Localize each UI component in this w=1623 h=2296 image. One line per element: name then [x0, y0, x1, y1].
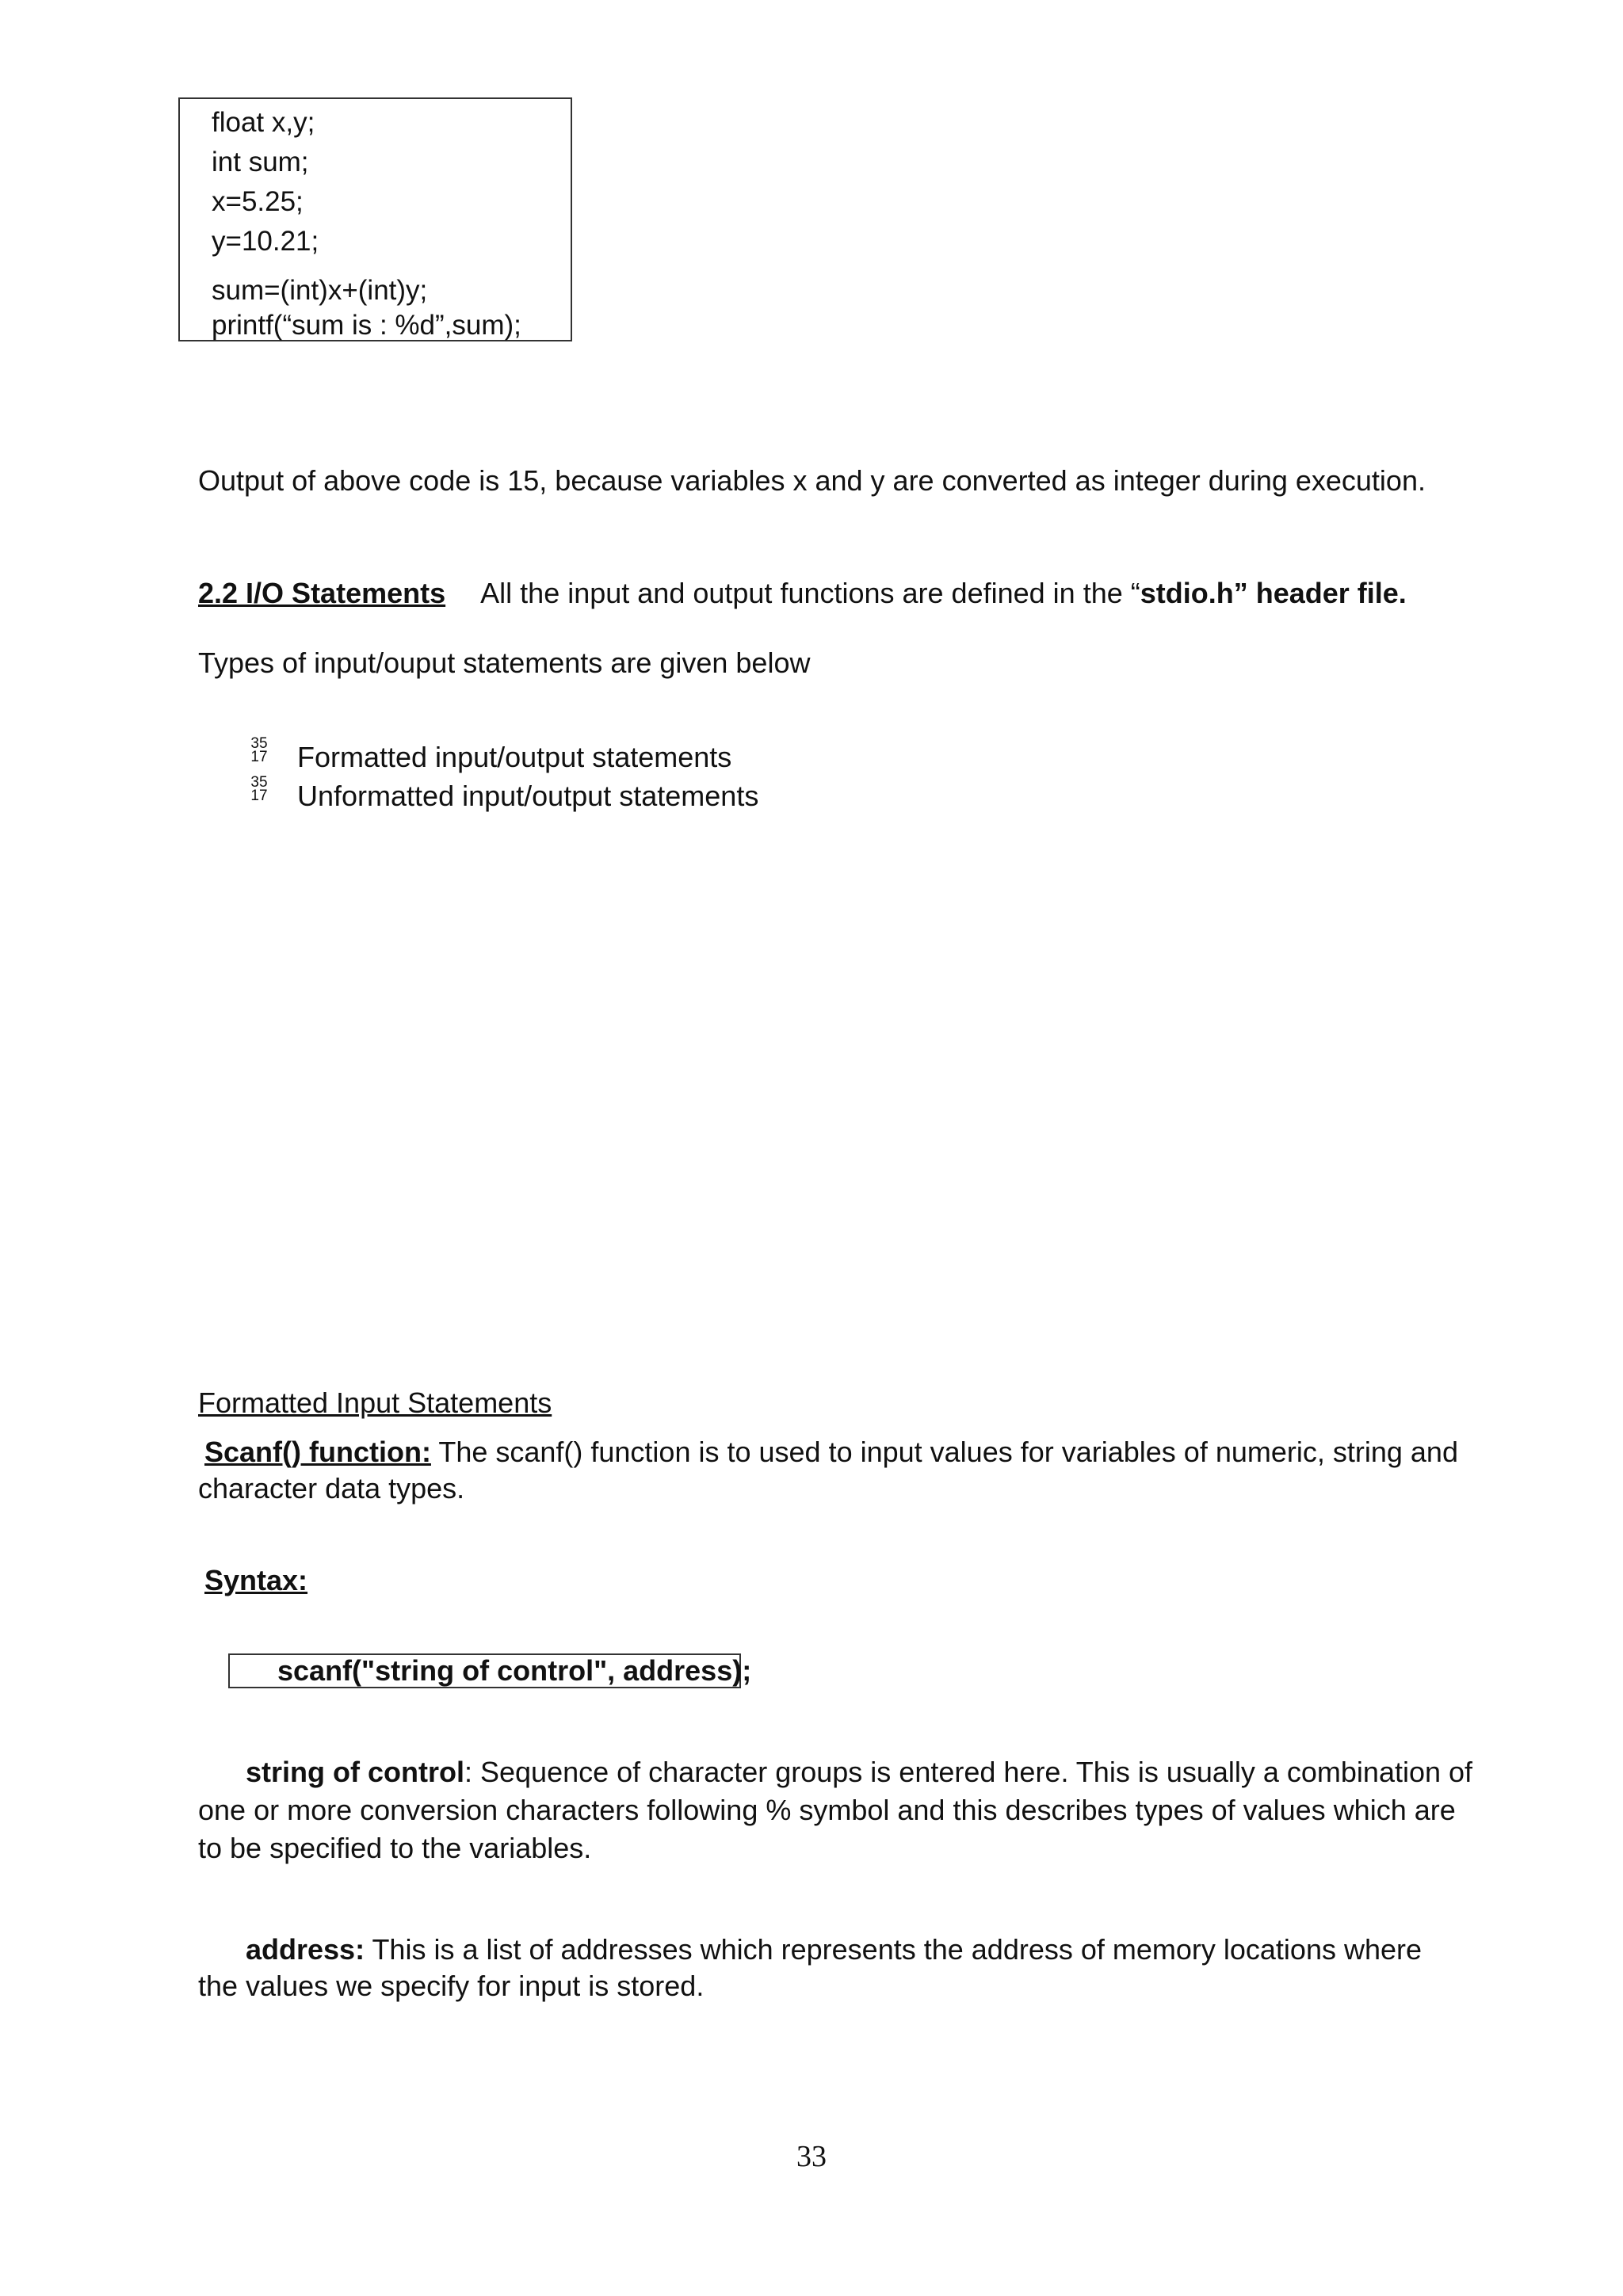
code-line: int sum; — [212, 147, 309, 177]
address-line2: the values we specify for input is stored. — [198, 1970, 705, 2002]
section-line — [198, 577, 1407, 610]
bullet-marker: 35 17 — [250, 774, 268, 804]
string-of-control-line2: one or more conversion characters following % symbol and this describes types of values which are — [198, 1794, 1456, 1826]
output-paragraph: Output of above code is 15, because variables x and y are converted as integer during execution. — [198, 464, 1426, 497]
string-of-control-term: string of control — [246, 1756, 464, 1788]
scanf-description-line2: character data types. — [198, 1472, 465, 1505]
section-intro: All the input and output functions are defined in the “ — [480, 577, 1140, 609]
syntax-label: Syntax: — [204, 1564, 308, 1596]
formatted-input-heading: Formatted Input Statements — [198, 1386, 552, 1419]
code-line: x=5.25; — [212, 186, 304, 217]
header-file-name: stdio.h” header file. — [1140, 577, 1407, 609]
code-line: y=10.21; — [212, 226, 319, 257]
code-line: float x,y; — [212, 107, 315, 138]
bullet-marker: 35 17 — [250, 735, 268, 765]
code-block — [178, 97, 572, 341]
syntax-code: scanf("string of control", address); — [277, 1654, 752, 1687]
scanf-description-line1: Scanf() function: The scanf() function is to used to input values for variables of numeric, string and — [204, 1436, 1458, 1468]
bullet-item: Unformatted input/output statements — [297, 780, 759, 812]
section-heading: 2.2 I/O Statements — [198, 577, 446, 609]
types-intro: Types of input/ouput statements are given below — [198, 646, 811, 679]
bullet-item: Formatted input/output statements — [297, 741, 732, 773]
string-of-control-line1: string of control: Sequence of character groups is entered here. This is usually a combination of — [246, 1756, 1473, 1788]
address-line1: address: This is a list of addresses which represents the address of memory locations where — [246, 1933, 1423, 1966]
scanf-label: Scanf() function: — [204, 1436, 431, 1468]
string-of-control-line3: to be specified to the variables. — [198, 1832, 592, 1864]
page-number: 33 — [796, 2140, 827, 2173]
code-line: printf(“sum is : %d”,sum); — [212, 310, 521, 341]
address-term: address: — [246, 1933, 365, 1966]
syntax-box — [228, 1653, 752, 1688]
code-line: sum=(int)x+(int)y; — [212, 275, 428, 306]
